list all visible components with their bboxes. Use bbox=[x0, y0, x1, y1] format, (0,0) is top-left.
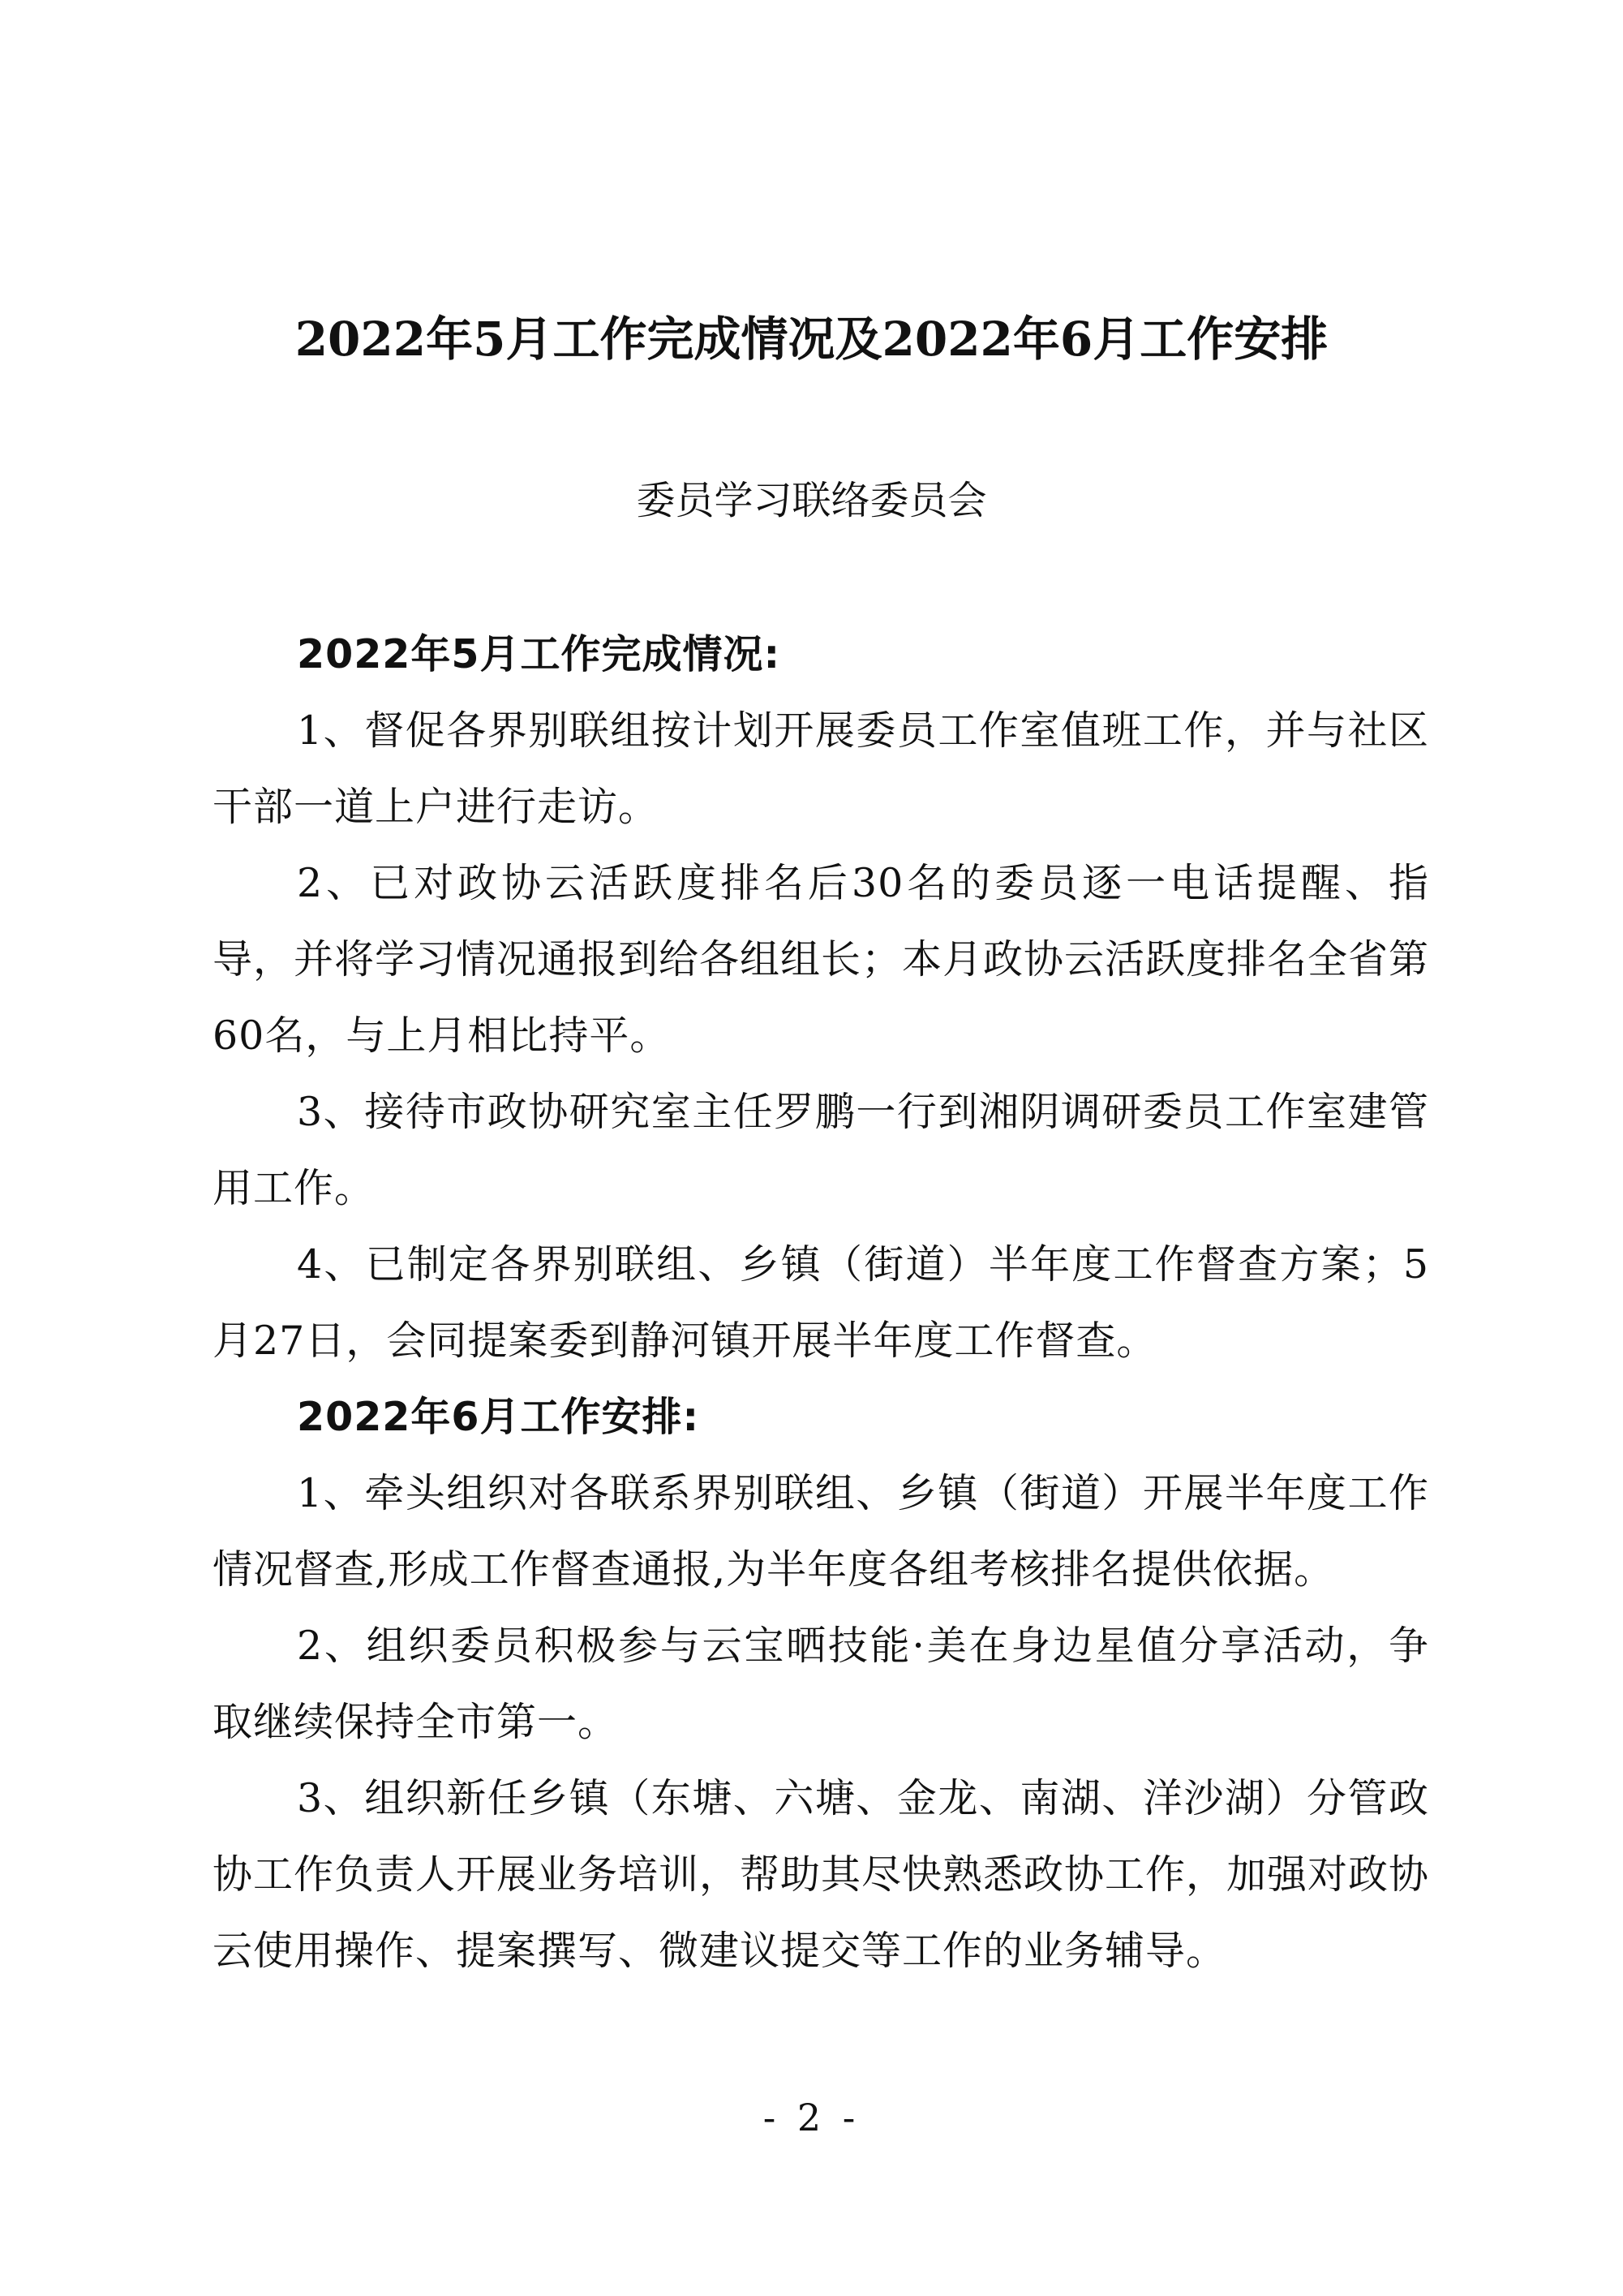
list-item: 3、组织新任乡镇（东塘、六塘、金龙、南湖、洋沙湖）分管政协工作负责人开展业务培训，帮助其尽快熟悉政协工作，加强对政协云使用操作、提案撰写、微建议提交等工作的业务辅导。 bbox=[213, 1775, 1430, 1974]
list-item: 1、督促各界别联组按计划开展委员工作室值班工作，并与社区干部一道上户进行走访。 bbox=[213, 707, 1429, 830]
section-heading: 2022年5月工作完成情况: bbox=[297, 631, 781, 677]
list-item: 2、已对政协云活跃度排名后30名的委员逐一电话提醒、指导，并将学习情况通报到给各组组长；本月政协云活跃度排名全省第60名，与上月相比持平。 bbox=[213, 860, 1430, 1059]
section-heading: 2022年6月工作安排: bbox=[297, 1394, 700, 1440]
document-body bbox=[213, 617, 1429, 1989]
list-item: 1、牵头组织对各联系界别联组、乡镇（街道）开展半年度工作情况督查,形成工作督查通报,为半年度各组考核排名提供依据。 bbox=[213, 1470, 1429, 1593]
list-item: 2、组织委员积极参与云宝晒技能·美在身边星值分享活动，争取继续保持全市第一。 bbox=[213, 1623, 1429, 1745]
list-item: 3、接待市政协研究室主任罗鹏一行到湘阴调研委员工作室建管用工作。 bbox=[213, 1089, 1429, 1211]
section-may-completion bbox=[213, 617, 1429, 1379]
list-item: 4、已制定各界别联组、乡镇（街道）半年度工作督查方案；5月27日，会同提案委到静河镇开展半年度工作督查。 bbox=[213, 1241, 1429, 1364]
page-number: - 2 - bbox=[762, 2096, 861, 2139]
committee-name: 委员学习联络委员会 bbox=[636, 478, 987, 523]
page-title: 2022年5月工作完成情况及2022年6月工作安排 bbox=[294, 312, 1329, 367]
section-june-plan bbox=[213, 1379, 1429, 1989]
